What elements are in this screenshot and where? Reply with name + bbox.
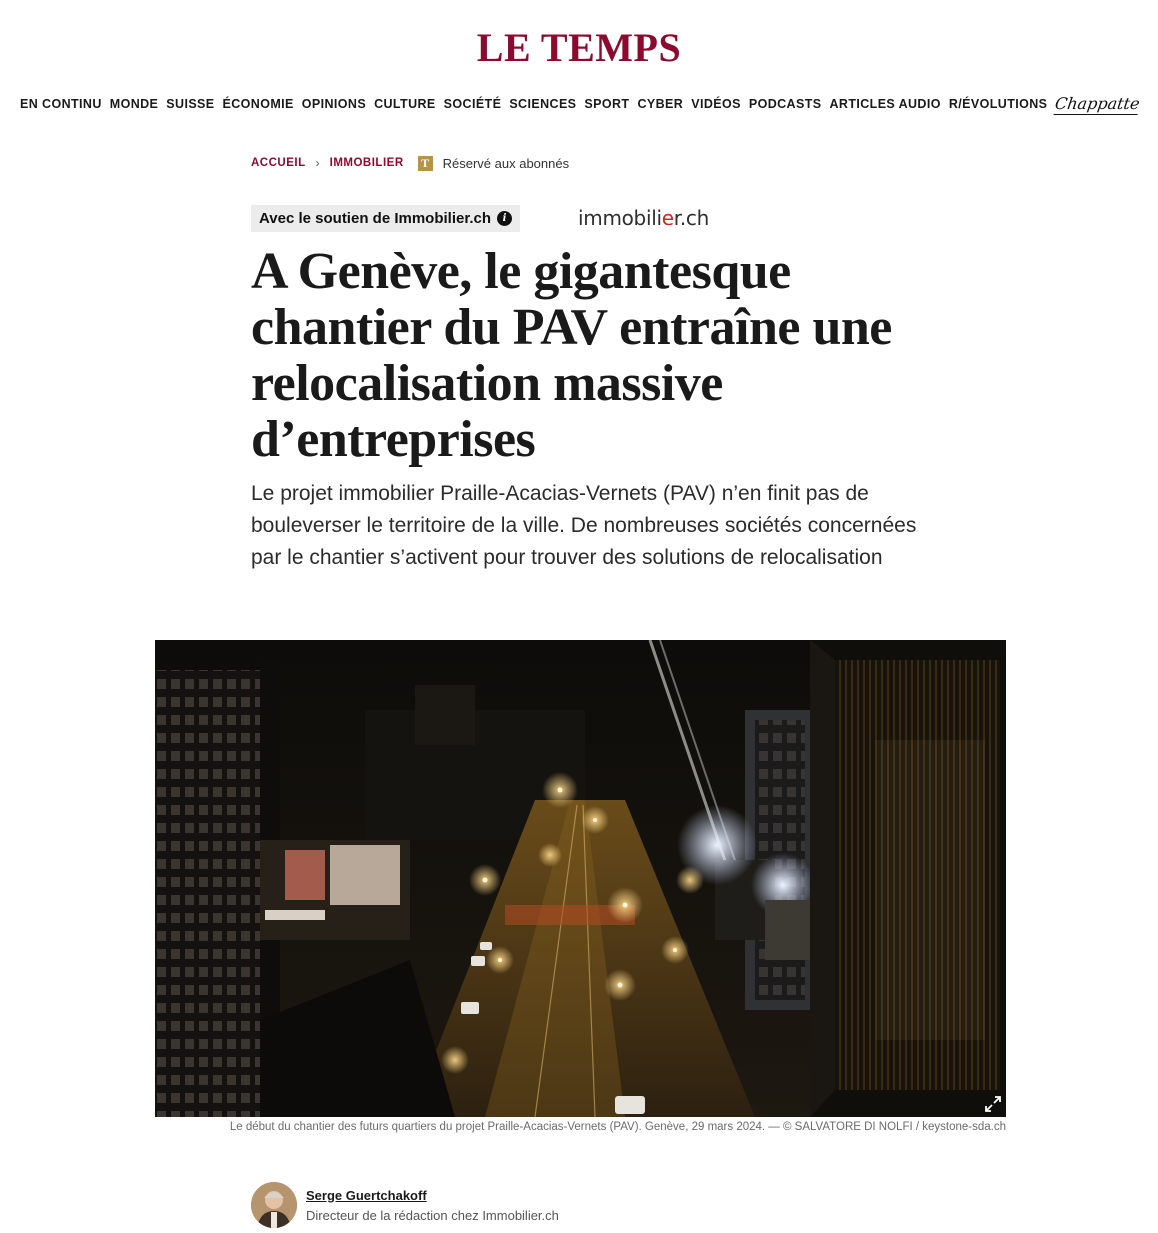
sponsor-label[interactable]: [251, 205, 520, 232]
author-role: Directeur de la rédaction chez Immobilier.ch: [306, 1207, 559, 1223]
author-portrait: [251, 1182, 297, 1228]
nav-revolutions[interactable]: R/ÉVOLUTIONS: [948, 97, 1048, 111]
info-icon[interactable]: i: [497, 211, 512, 226]
author-avatar[interactable]: [251, 1182, 297, 1228]
nav-culture[interactable]: CULTURE: [374, 97, 436, 111]
nav-economie[interactable]: ÉCONOMIE: [222, 97, 294, 111]
nav-cyber[interactable]: CYBER: [637, 97, 684, 111]
night-construction-photo: [155, 640, 1006, 1117]
article-title: A Genève, le gigantesque chantier du PAV entraîne une relocalisation massive d’entreprises: [251, 243, 892, 468]
sponsor-logo-part1: immobili: [578, 206, 662, 230]
sponsor-text: Avec le soutien de Immobilier.ch: [259, 210, 492, 227]
subscriber-only-label: Réservé aux abonnés: [442, 155, 570, 171]
sponsor-logo-accent: e: [661, 206, 674, 230]
nav-sport[interactable]: SPORT: [584, 97, 630, 111]
nav-sciences[interactable]: SCIENCES: [509, 97, 577, 111]
expand-icon[interactable]: [984, 1095, 1002, 1113]
nav-articles-audio[interactable]: ARTICLES AUDIO: [829, 97, 941, 111]
nav-en-continu[interactable]: EN CONTINU: [20, 97, 102, 111]
sponsor-logo[interactable]: [578, 206, 709, 230]
author-name[interactable]: Serge Guertchakoff: [306, 1187, 427, 1203]
nav-podcasts[interactable]: PODCASTS: [748, 97, 822, 111]
site-logo[interactable]: LE TEMPS: [476, 25, 682, 70]
image-caption: Le début du chantier des futurs quartiers du projet Praille-Acacias-Vernets (PAV). Genève, 29 mars 2024. — © SALVATORE DI NOLFI / keystone-sda.ch: [229, 1121, 1006, 1133]
nav-societe[interactable]: SOCIÉTÉ: [443, 97, 502, 111]
nav-monde[interactable]: MONDE: [109, 97, 159, 111]
nav-videos[interactable]: VIDÉOS: [691, 97, 741, 111]
main-nav: [20, 90, 1140, 118]
article-lead: Le projet immobilier Praille-Acacias-Vernets (PAV) n’en finit pas de bouleverser le territoire de la ville. De nombreuses sociétés concernées par le chantier s’activent pour trouver des solutions de relocalisation: [251, 482, 917, 569]
premium-badge-icon: T: [418, 156, 433, 171]
sponsor-logo-part2: r.ch: [673, 206, 709, 230]
nav-chappatte-signature[interactable]: Chappatte: [1054, 93, 1142, 113]
nav-opinions[interactable]: OPINIONS: [301, 97, 367, 111]
author-info: [306, 1188, 559, 1223]
article-hero-image[interactable]: [155, 640, 1006, 1117]
breadcrumb-home[interactable]: ACCUEIL: [251, 157, 306, 169]
breadcrumb-separator: ›: [315, 156, 320, 170]
nav-suisse[interactable]: SUISSE: [166, 97, 215, 111]
breadcrumb-section[interactable]: IMMOBILIER: [329, 157, 404, 169]
author-block: [251, 1182, 559, 1228]
breadcrumb: [251, 154, 569, 172]
